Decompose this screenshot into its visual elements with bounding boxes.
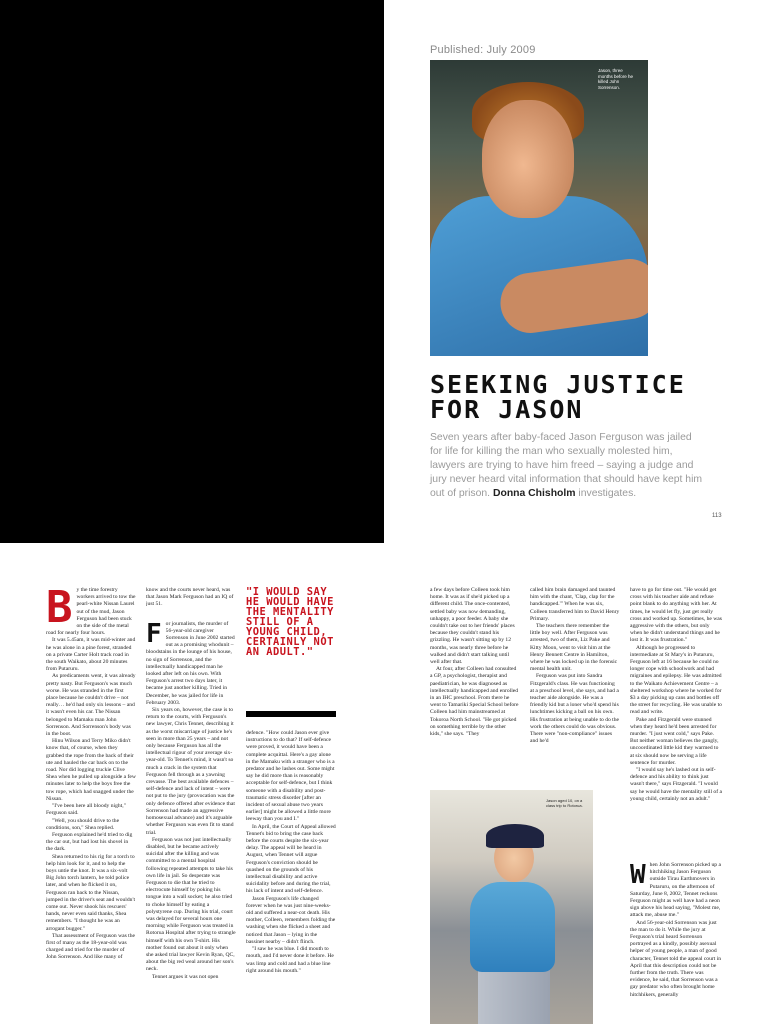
paragraph: Jason Ferguson's life changed forever when he was just nine-weeks-old and suffered a near-cot death. His mother, Colleen, remembers folding the washing when she flicked a sheet and noticed that Jason – lying in the bassinet nearby – didn't flinch. — [246, 895, 336, 945]
paragraph: Shea returned to his rig for a torch to help him look for it, and to help the boys untie the knot. It was a six-volt Big John torch lantern, he told police later, and when he flicked it on, Ferguson ran back to the Nissan, jumped in the driver's seat and wouldn't come out. Never shook his rescuers' hands, never even said thanks, Shea remembers. "I thought he was an arrogant bugger." — [46, 853, 136, 932]
paragraph: "I saw he was blue. I did mouth to mouth, and I'd never done it before. He was limp and cold and had a blue line right around his mouth." — [246, 946, 334, 974]
paragraph: As predicaments went, it was already pretty nasty. But Ferguson's was much worse. He was stranded in the first place because he couldn't drive – not really… he'd had only six lessons – and it wasn't even his car. The Nissan belonged to Mamaku man John Sorrenson. And Sorrenson's body was in the boot. — [46, 673, 136, 738]
paragraph: or journalists, the murder of 56-year-old caregiver Sorrenson in June 2002 started out as a promising whodunit – bloodstains in the lounge of his house, no sign of Sorrenson, and the intellectually handicapped man he looked after left on his own. With Ferguson's arrest two days later, it became just another killing. Tried in December, he was jailed for life in February 2003. — [146, 620, 235, 706]
paragraph: Pake and Fitzgerald were stunned when they heard he'd been arrested for murder. "I just went cold," says Pake. But neither woman believes the gangly, uncoordinated little kid they warmed to at six should now be serving a life sentence for murder. — [630, 716, 719, 766]
standfirst — [430, 431, 705, 501]
paragraph: defence. "How could Jason ever give instructions to do that? If self-defence were proved, it would have been a complete acquittal. Here's a gay alone in the Mamaku with a stranger who is a predator and he lashes out. Some might say he did more than is reasonably acceptable for self-defence, but I think someone with a disability and post-traumatic stress disorder [after an incident of sexual abuse two years earlier] might be allowed a little more leeway than you and I." — [246, 730, 335, 823]
photo-caption-top: Jason, three months before he killed John Sorrenson. — [598, 68, 634, 90]
paragraph: called him brain damaged and taunted him with the chant, 'Clap, clap for the handicapped.'" When he was six, Colleen transferred him to David Henry Primary. — [530, 587, 620, 622]
drop-cap-b: B — [46, 587, 73, 633]
paragraph: Ferguson was put into Sandra Fitzgerald's class. He was functioning at a preschool level, she says, and had a teacher aide alongside. He was a friendly kid but a loner who'd spend his lunchtimes kicking a ball on his own. His frustration at being unable to do the work the others could do was obvious. There were "non-compliance" issues and he'd — [530, 673, 620, 745]
paragraph: Hinu Wilson and Terry Miko didn't know that, of course, when they grabbed the rope from the back of their ute and hauled the car back on to the road. Nor did logging truckie Clive Shea when he pulled up alongside a few minutes later to help the boys free the tow rope, which had snagged under the Nissan. — [46, 738, 136, 802]
photo-caption-bottom: Jason aged 10, on a class trip to Rotorua. — [546, 798, 583, 808]
headline-line-2: FOR JASON — [430, 395, 584, 424]
standfirst-tail: investigates. — [578, 488, 637, 499]
paragraph: Tennet argues it was not open — [152, 973, 219, 980]
article-column-6 — [630, 587, 722, 855]
headline — [430, 372, 686, 422]
article-column-2 — [146, 587, 236, 1024]
paragraph: In April, the Court of Appeal allowed Tennet's bid to bring the case back before the courts despite the six-year delay. The appeal will be heard in August, when Tennet will argue Ferguson's conviction should be quashed on the grounds of his intellectual disability and active suicidality before and during the trial, his lack of intent and self-defence. — [246, 823, 336, 895]
jason-portrait-photo — [430, 60, 648, 356]
jason-child-photo — [430, 790, 593, 1024]
article-column-3 — [246, 730, 336, 1024]
paragraph: y the time forestry workers arrived to tow the pearl-white Nissan Laurel out of the mud, Jason Ferguson had been stuck on the side of the metal road for nearly four hours. — [46, 587, 136, 637]
paragraph: "Well, you should drive to the conditions, son," Shea replied. — [46, 817, 120, 831]
standfirst-text: Seven years after baby-faced Jason Ferguson was jailed for life for killing the man who sexually molested him, lawyers are trying to have him freed – saying a judge and jury never heard vital information that should have kept him out of prison. — [430, 432, 703, 499]
author-name: Donna Chisholm — [492, 488, 576, 499]
article-column-1 — [46, 587, 136, 1024]
paragraph: hen John Sorrenson picked up a hitchhiking Jason Ferguson outside Tirau Earthmovers in Putaruru, on the afternoon of Saturday, June 8, 2002, Tennet reckons Ferguson might as well have had a neon sign above his head saying, "Molest me, attack me, abuse me." — [630, 862, 721, 919]
paragraph: It was 5.45am, it was mid-winter and he was alone in a pine forest, stranded on a private Carter Holt track road in the south Waikato, about 20 minutes from Putaruru. — [46, 637, 136, 673]
drop-cap-f: F — [146, 618, 162, 649]
paragraph: That assessment of Ferguson was the first of many as the 18-year-old was charged and tried for the murder of John Sorrenson. And like many of — [46, 932, 136, 961]
paragraph: know and the courts never heard, was that Jason Mark Ferguson had an IQ of just 51. — [146, 587, 234, 608]
paragraph: And 56-year-old Sorrenson was just the man to do it. While the jury at Ferguson's trial heard Sorrenson portrayed as a kindly, possibly asexual helper of young people, a man of good character, Tennet told the appeal court in April that this description could not be further from the truth. There was evidence, he said, that Sorrenson was a gay predator who often brought home hitchhikers, generally — [630, 919, 722, 998]
paragraph: Six years on, however, the case is to return to the courts, with Ferguson's new lawyer, Chris Tennet, describing it as the worst miscarriage of justice he's seen in more than 25 years – and not only because Ferguson has all the intellectual rigour of your average six-year-old. To Tennet's mind, it wasn't so much a crack in the system that Ferguson fell through as a yawning crevasse. The best available defences – self-defence and lack of intent – were not put to the jury (provocation was the only defence offered after evidence that Sorrenson had made an aggressive homosexual advance) and it's arguable whether Ferguson was even fit to stand trial. — [146, 707, 235, 836]
paragraph: The teachers there remember the little boy well. After Ferguson was arrested, two of them, Liz Pake and Kitty Moon, went to visit him at the Henry Bennett Centre in Hamilton, where he was locked up in the forensic mental health unit. — [530, 623, 618, 673]
black-panel — [0, 0, 384, 543]
article-column-6b — [630, 862, 722, 1024]
page-number: 113 — [712, 513, 722, 519]
headline-line-1: SEEKING JUSTICE — [430, 370, 686, 399]
paragraph: "I would say he's lashed out in self-defence and his ability to think just wasn't there," says Fitzgerald. "I would say he would have the mentality still of a young child, certainly not an adult." — [630, 767, 722, 802]
pull-quote: "I WOULD SAY HE WOULD HAVE THE MENTALITY STILL OF A YOUNG CHILD, CERTAINLY NOT AN ADULT." — [246, 586, 334, 658]
drop-cap-w: W — [630, 862, 646, 890]
paragraph: a few days before Colleen took him home. It was as if she'd picked up a different child. The once-contented, settled baby was now demanding, unhappy, a poor feeder. A baby she couldn't take out to her friends' places because they couldn't stand his grizzling. He wasn't sitting up by 12 months, was nearly three before he walked and didn't start talking until well after that. — [430, 587, 515, 666]
divider-rule — [246, 711, 336, 717]
paragraph: Ferguson explained he'd tried to dig the car out, but had lost his shovel in the dark. — [46, 831, 133, 853]
paragraph: "I've been here all bloody night," Ferguson said. — [46, 803, 126, 817]
article-column-4 — [430, 587, 520, 777]
published-date: Published: July 2009 — [430, 44, 536, 56]
article-column-5 — [530, 587, 620, 777]
paragraph: have to go for time out. "He would get cross with his teacher aide and refuse point blank to do anything with her. At times, he would let fly, just get really cross and worked up. Sometimes, he was aggressive with the others, but only when he didn't understand things and he lost it. It was frustration." — [630, 587, 722, 644]
paragraph: Although he progressed to intermediate at St Mary's in Putaruru, Ferguson left at 16 because he could no longer cope with schoolwork and had migraines and epilepsy. He was admitted to the Waikato Achievement Centre – a sheltered workshop where he worked for $3 a day picking up cans and bottles off the street for recycling. He was unable to read and write. — [630, 644, 722, 716]
paragraph: At four, after Colleen had consulted a GP, a psychologist, therapist and paediatrician, he was diagnosed as intellectually handicapped and enrolled in an IHC preschool. From there he went to Tamariki Special School before Colleen had him mainstreamed at Tokoroa North School. "He got picked on something terrible by the other kids," she says. "They — [430, 666, 519, 738]
paragraph: Ferguson was not just intellectually disabled, but he became actively suicidal after the killing and was committed to a mental hospital following repeated attempts to take his own life in jail. So desperate was Ferguson to die that he tried to electrocute himself by poking his tongue into a wall socket; he also tried to choke himself by eating a polystyrene cup. During his trial, court was delayed for several hours one morning while Ferguson was treated in Rotorua Hospital after trying to strangle himself with his own T-shirt. His mother found out about it only when she asked trial lawyer Kevin Ryan, QC, about the big red weal around her son's neck. — [146, 836, 236, 973]
